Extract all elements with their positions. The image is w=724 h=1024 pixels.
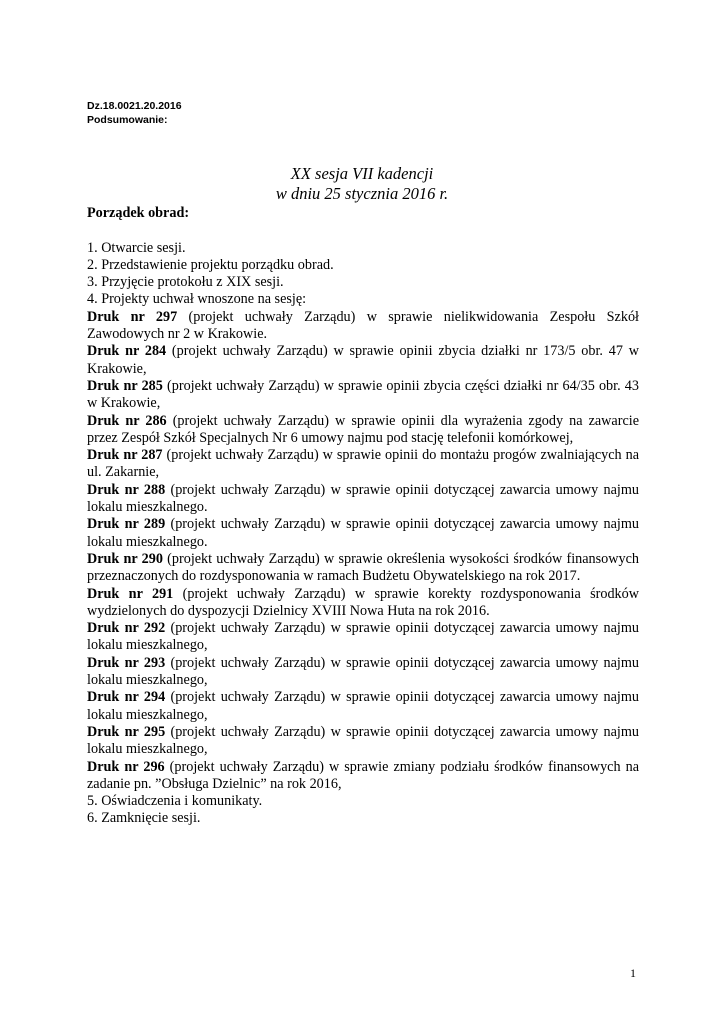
druk-number: Druk nr 291 (87, 585, 174, 602)
agenda-item: 3. Przyjęcie protokołu z XIX sesji. (87, 274, 284, 291)
druk-item (87, 447, 639, 482)
druk-item (87, 689, 639, 724)
druk-number: Druk nr 286 (87, 412, 167, 429)
druk-description: (projekt uchwały Zarządu) w sprawie opinii dotyczącej zawarcia umowy najmu lokalu mieszkalnego. (87, 516, 639, 550)
druk-number: Druk nr 296 (87, 758, 165, 775)
druk-item (87, 516, 639, 551)
druk-number: Druk nr 292 (87, 620, 166, 637)
druk-description: (projekt uchwały Zarządu) w sprawie zmiany podziału środków finansowych na zadanie pn. ”Obsługa Dzielnic” na rok 2016, (87, 758, 639, 792)
druk-item (87, 413, 639, 448)
druk-description: (projekt uchwały Zarządu) w sprawie opinii dotyczącej zawarcia umowy najmu lokalu mieszkalnego, (87, 654, 639, 689)
druk-item (87, 620, 639, 655)
druk-number: Druk nr 285 (87, 377, 163, 394)
druk-item (87, 309, 639, 344)
druk-number: Druk nr 284 (87, 343, 167, 360)
agenda-heading: Porządek obrad: (87, 205, 190, 221)
druk-item (87, 343, 639, 378)
druk-description: (projekt uchwały Zarządu) w sprawie opinii dotyczącej zawarcia umowy najmu lokalu mieszkalnego, (87, 689, 639, 723)
druk-description: (projekt uchwały Zarządu) w sprawie opinii dotyczącej zawarcia umowy najmu lokalu mieszkalnego. (87, 481, 639, 516)
agenda-item: 6. Zamknięcie sesji. (87, 810, 201, 827)
agenda-item: 4. Projekty uchwał wnoszone na sesję: (87, 291, 307, 308)
druk-description: (projekt uchwały Zarządu) w sprawie opinii zbycia działki nr 173/5 obr. 47 w Krakowie, (87, 343, 639, 377)
druk-item (87, 759, 639, 794)
druk-description: (projekt uchwały Zarządu) w sprawie nielikwidowania Zespołu Szkół Zawodowych nr 2 w Krakowie. (87, 308, 639, 343)
agenda-item: 2. Przedstawienie projektu porządku obrad. (87, 256, 334, 273)
session-date: w dniu 25 stycznia 2016 r. (275, 184, 449, 203)
document-reference: Dz.18.0021.20.2016 (87, 100, 182, 112)
session-title-line1: XX sesja VII kadencji (290, 164, 434, 183)
druk-number: Druk nr 294 (87, 689, 166, 706)
druk-item (87, 551, 639, 586)
druk-description: (projekt uchwały Zarządu) w sprawie opinii do montażu progów zwalniających na ul. Zakarnie, (87, 447, 639, 481)
druk-number: Druk nr 287 (87, 447, 163, 464)
druk-item (87, 378, 639, 413)
document-body (87, 205, 639, 828)
druk-number: Druk nr 295 (87, 723, 166, 740)
druk-number: Druk nr 297 (87, 308, 178, 325)
document-header (87, 99, 182, 127)
druk-item (87, 482, 639, 517)
druk-item (87, 655, 639, 690)
druk-description: (projekt uchwały Zarządu) w sprawie określenia wysokości środków finansowych przeznaczonych do rozdysponowania w ramach Budżetu Obywatelskiego na rok 2017. (87, 550, 639, 585)
druk-description: (projekt uchwały Zarządu) w sprawie opinii dla wyrażenia zgody na zawarcie przez Zespół Szkół Specjalnych Nr 6 umowy najmu pod stację telefonii komórkowej, (87, 412, 639, 446)
druk-description: (projekt uchwały Zarządu) w sprawie opinii dotyczącej zawarcia umowy najmu lokalu mieszkalnego, (87, 620, 639, 654)
session-title (0, 164, 724, 204)
page-number: 1 (630, 966, 636, 980)
druk-number: Druk nr 288 (87, 481, 166, 498)
druk-description: (projekt uchwały Zarządu) w sprawie opinii zbycia części działki nr 64/35 obr. 43 w Krakowie, (87, 377, 639, 412)
druk-number: Druk nr 290 (87, 550, 163, 567)
summary-label: Podsumowanie: (87, 114, 168, 126)
druk-number: Druk nr 289 (87, 516, 166, 533)
druk-item (87, 724, 639, 759)
agenda-item: 1. Otwarcie sesji. (87, 239, 186, 256)
druk-number: Druk nr 293 (87, 654, 166, 671)
druk-item (87, 586, 639, 621)
agenda-list (87, 240, 639, 828)
druk-description: (projekt uchwały Zarządu) w sprawie opinii dotyczącej zawarcia umowy najmu lokalu mieszkalnego, (87, 723, 639, 758)
agenda-item: 5. Oświadczenia i komunikaty. (87, 793, 263, 810)
druk-description: (projekt uchwały Zarządu) w sprawie korekty rozdysponowania środków wydzielonych do dyspozycji Dzielnicy XVIII Nowa Huta na rok 2016. (87, 585, 639, 619)
